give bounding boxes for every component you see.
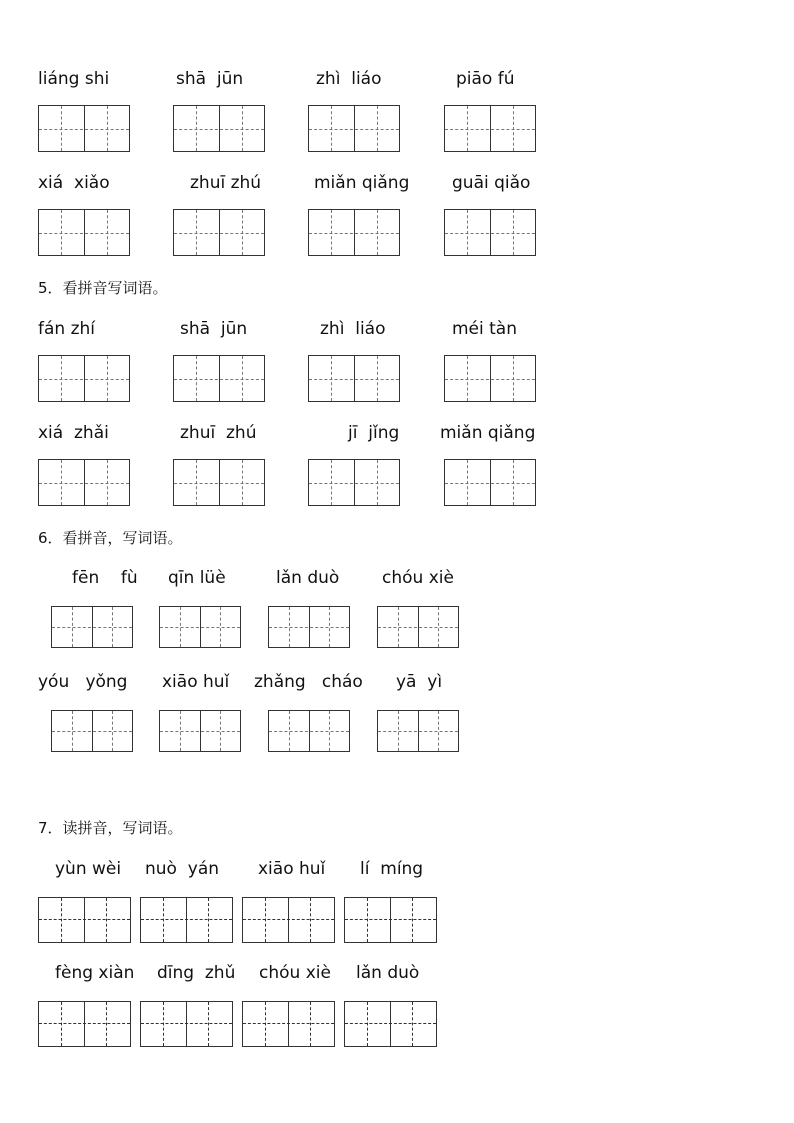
writing-box[interactable] [308,459,400,506]
writing-box[interactable] [344,897,437,943]
writing-box[interactable] [268,606,350,648]
pinyin-word: yā yì [396,672,443,692]
pinyin-word: jī jǐng [348,423,400,443]
writing-box[interactable] [38,1001,131,1047]
pinyin-word: zhǎng cháo [254,672,363,692]
writing-box[interactable] [140,897,233,943]
pinyin-word: nuò yán [145,859,220,879]
pinyin-word: lí míng [360,859,424,879]
writing-box[interactable] [377,606,459,648]
pinyin-word: qīn lüè [168,568,226,588]
pinyin-word: dīng zhǔ [157,963,236,983]
pinyin-word: chóu xiè [382,568,454,588]
writing-box[interactable] [38,355,130,402]
pinyin-word: shā jūn [176,69,244,89]
section-heading: 5．看拼音写词语。 [38,279,168,297]
pinyin-word: zhì liáo [316,69,382,89]
pinyin-word: xiá zhǎi [38,423,109,443]
writing-box[interactable] [344,1001,437,1047]
writing-box[interactable] [159,606,241,648]
writing-box[interactable] [377,710,459,752]
writing-box[interactable] [38,897,131,943]
writing-box[interactable] [173,355,265,402]
writing-box[interactable] [444,459,536,506]
writing-box[interactable] [242,1001,335,1047]
writing-box[interactable] [444,355,536,402]
pinyin-word: zhuī zhú [190,173,262,193]
pinyin-word: shā jūn [180,319,248,339]
writing-box[interactable] [308,209,400,256]
writing-box[interactable] [38,105,130,152]
pinyin-word: yùn wèi [55,859,122,879]
section-heading: 7．读拼音，写词语。 [38,819,183,837]
writing-box[interactable] [308,355,400,402]
pinyin-word: yóu yǒng [38,672,128,692]
pinyin-word: fèng xiàn [55,963,135,983]
pinyin-word: miǎn qiǎng [440,423,536,443]
pinyin-word: lǎn duò [276,568,340,588]
writing-box[interactable] [173,459,265,506]
pinyin-word: méi tàn [452,319,518,339]
writing-box[interactable] [173,209,265,256]
pinyin-word: piāo fú [456,69,515,89]
pinyin-word: xiāo huǐ [162,672,230,692]
writing-box[interactable] [444,209,536,256]
pinyin-word: chóu xiè [259,963,331,983]
pinyin-word: fēn fù [72,568,138,588]
writing-box[interactable] [268,710,350,752]
writing-box[interactable] [242,897,335,943]
writing-box[interactable] [173,105,265,152]
writing-box[interactable] [308,105,400,152]
writing-box[interactable] [38,209,130,256]
pinyin-word: zhì liáo [320,319,386,339]
pinyin-word: xiá xiǎo [38,173,110,193]
writing-box[interactable] [51,606,133,648]
pinyin-word: guāi qiǎo [452,173,531,193]
pinyin-word: xiāo huǐ [258,859,326,879]
pinyin-word: liáng shi [38,69,110,89]
writing-box[interactable] [159,710,241,752]
writing-box[interactable] [38,459,130,506]
pinyin-word: miǎn qiǎng [314,173,410,193]
section-heading: 6．看拼音，写词语。 [38,529,183,547]
pinyin-word: lǎn duò [356,963,420,983]
writing-box[interactable] [51,710,133,752]
pinyin-word: fán zhí [38,319,96,339]
writing-box[interactable] [444,105,536,152]
writing-box[interactable] [140,1001,233,1047]
pinyin-word: zhuī zhú [180,423,257,443]
